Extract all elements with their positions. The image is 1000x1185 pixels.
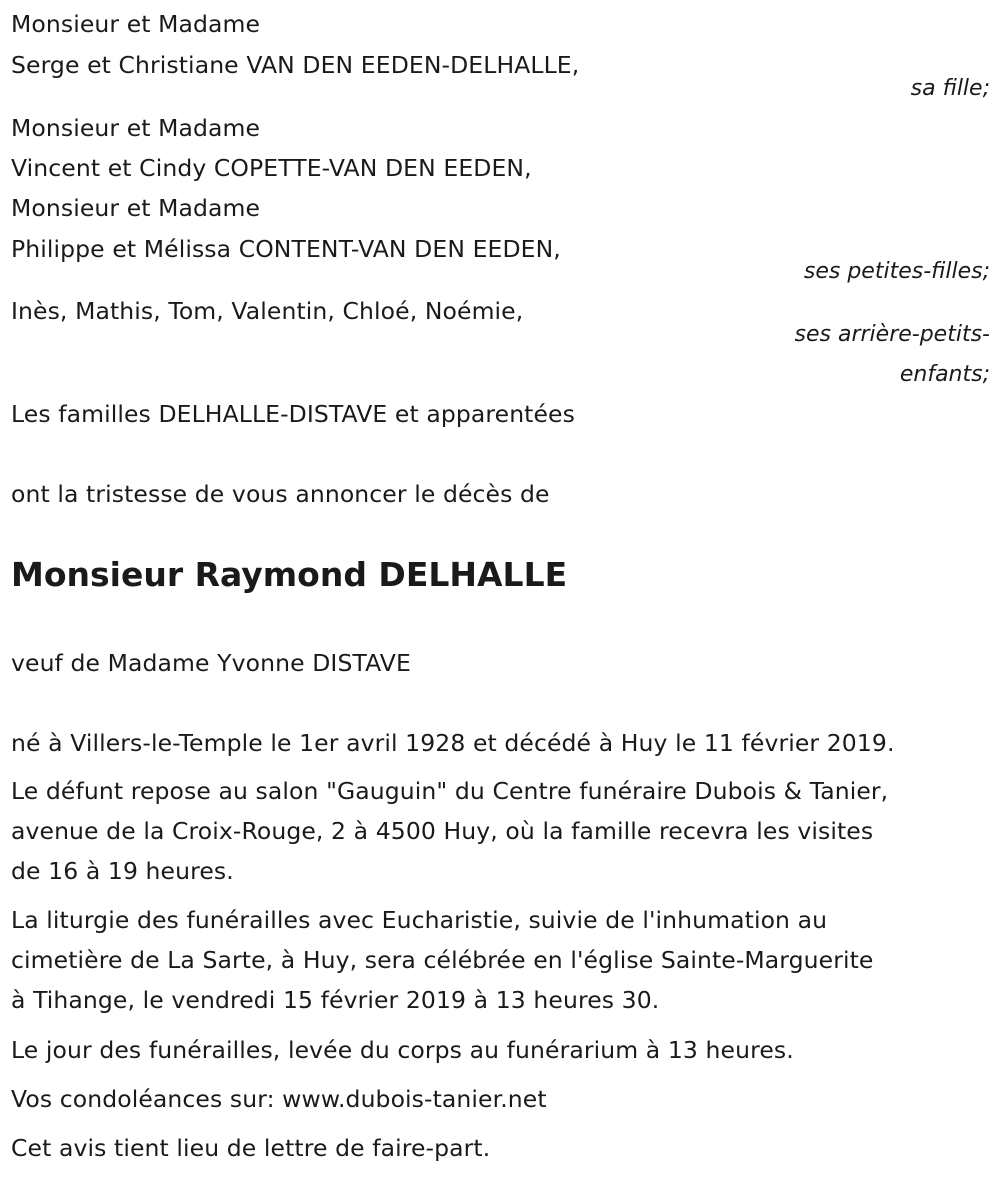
levee: Le jour des funérailles, levée du corps au funérarium à 13 heures. (11, 1036, 794, 1064)
granddaughters-role: ses petites-filles; (803, 259, 990, 284)
granddaughter1-names: Vincent et Cindy COPETTE-VAN DEN EEDEN, (11, 154, 532, 182)
repose-line-3: de 16 à 19 heures. (11, 857, 234, 885)
daughter-title: Monsieur et Madame (11, 10, 261, 38)
daughter-role: sa fille; (910, 76, 990, 101)
notice: Cet avis tient lieu de lettre de faire-part. (11, 1134, 491, 1162)
liturgy-line-3: à Tihange, le vendredi 15 février 2019 à 13 heures 30. (11, 986, 660, 1014)
announcement: ont la tristesse de vous annoncer le décès de (11, 480, 550, 508)
great-grandchildren-role-2: enfants; (899, 362, 990, 387)
birth-death: né à Villers-le-Temple le 1er avril 1928 et décédé à Huy le 11 février 2019. (11, 729, 895, 757)
granddaughter2-names: Philippe et Mélissa CONTENT-VAN DEN EEDEN, (11, 235, 561, 263)
liturgy-line-1: La liturgie des funérailles avec Eucharistie, suivie de l'inhumation au (11, 906, 828, 934)
liturgy-line-2: cimetière de La Sarte, à Huy, sera célébrée en l'église Sainte-Marguerite (11, 946, 874, 974)
repose-line-2: avenue de la Croix-Rouge, 2 à 4500 Huy, où la famille recevra les visites (11, 817, 874, 845)
other-families: Les familles DELHALLE-DISTAVE et apparentées (11, 400, 575, 428)
daughter-names: Serge et Christiane VAN DEN EEDEN-DELHALLE, (11, 51, 580, 79)
deceased-name: Monsieur Raymond DELHALLE (11, 555, 568, 594)
great-grandchildren-role-1: ses arrière-petits- (794, 322, 990, 347)
widower-of: veuf de Madame Yvonne DISTAVE (11, 649, 411, 677)
repose-line-1: Le défunt repose au salon "Gauguin" du Centre funéraire Dubois & Tanier, (11, 777, 889, 805)
condolences: Vos condoléances sur: www.dubois-tanier.net (11, 1085, 547, 1113)
granddaughter2-title: Monsieur et Madame (11, 194, 261, 222)
granddaughter1-title: Monsieur et Madame (11, 114, 261, 142)
great-grandchildren-names: Inès, Mathis, Tom, Valentin, Chloé, Noémie, (11, 297, 524, 325)
